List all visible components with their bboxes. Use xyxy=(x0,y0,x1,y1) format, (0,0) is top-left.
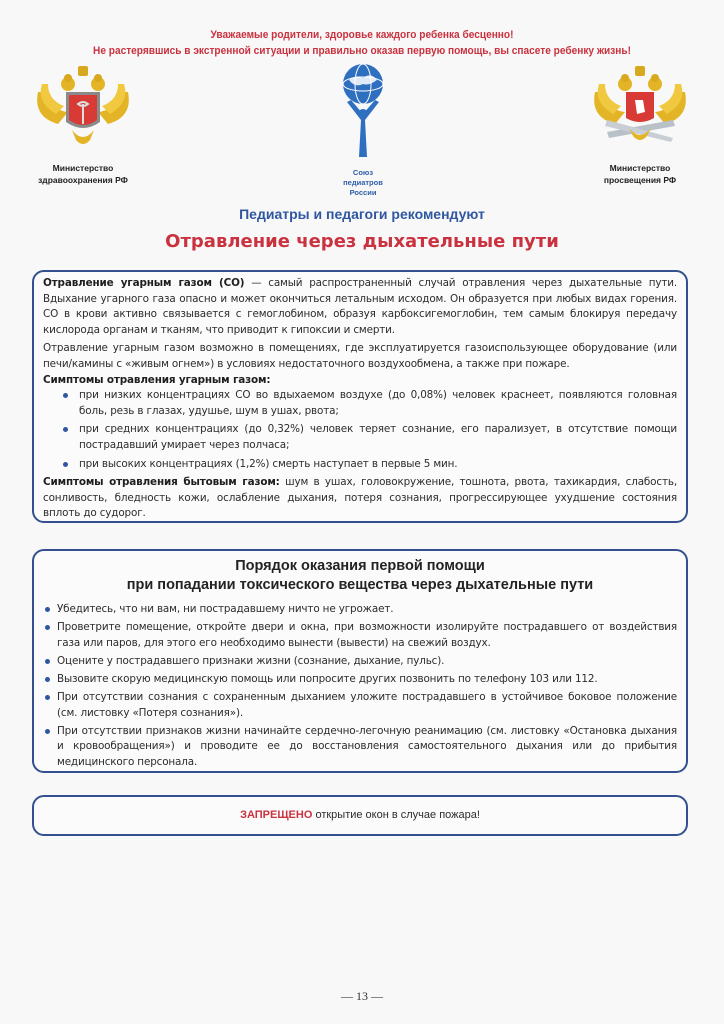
co-intro-paragraph: Отравление угарным газом (СО) — самый распространенный случай отравления через дыхательные пути. Вдыхание угарного газа опасно и может окончиться летальным исходом. Он образуется при любых видах горения. СО в крови активно связывается с гемоглобином, образуя карбоксигемоглобин, тем самым блокируя передачу кислорода органам и тканям, что приводит к гипоксии и смерти. xyxy=(43,277,677,336)
household-gas-symptoms: Симптомы отравления бытовым газом: шум в ушах, головокружение, тошнота, рвота, тахикардия, слабость, сонливость, бледность кожи, ослабление дыхания, потеря сознания, прогрессирующее ухудшение состояния вплоть до судорог. xyxy=(43,476,677,520)
page-number: — 13 — xyxy=(341,989,383,1003)
forbidden-label: ЗАПРЕЩЕНО xyxy=(240,809,313,821)
first-aid-steps-list xyxy=(43,602,677,770)
ministry-education-emblem-icon xyxy=(585,62,695,154)
ministry-education-logo xyxy=(575,62,705,186)
list-item: Проветрите помещение, откройте двери и окна, при возможности изолируйте пострадавшего от воздействия газа или паров, для этого его необходимо вынести (вывести) на свежий воздух. xyxy=(43,620,677,651)
ministry-health-logo xyxy=(18,62,148,186)
co-intro-bold: Отравление угарным газом (СО) xyxy=(43,277,245,289)
list-item: Оцените у пострадавшего признаки жизни (сознание, дыхание, пульс). xyxy=(43,654,677,670)
union-of-pediatricians-logo xyxy=(318,62,408,198)
fire-warning-box xyxy=(32,795,688,836)
list-item: при низких концентрациях СО во вдыхаемом воздухе (до 0,08%) человек краснеет, появляются головная боль, резь в глазах, удушье, шум в ушах, рвота; xyxy=(43,388,677,419)
co-symptoms-heading: Симптомы отравления угарным газом: xyxy=(43,373,271,386)
globe-with-person-icon xyxy=(333,62,393,162)
fire-warning-text: ЗАПРЕЩЕНО открытие окон в случае пожара! xyxy=(240,809,480,821)
union-of-pediatricians-caption: Союз педиатров России xyxy=(343,168,383,197)
carbon-monoxide-info-box xyxy=(32,270,688,523)
header-line-1: Уважаемые родители, здоровье каждого ребенка бесценно! xyxy=(210,29,514,41)
co-symptoms-list xyxy=(43,388,677,472)
first-aid-heading: Порядок оказания первой помощи при попадании токсического вещества через дыхательные пути xyxy=(126,558,594,593)
first-aid-procedure-box xyxy=(32,549,688,773)
list-item: при средних концентрациях (до 0,32%) человек теряет сознание, его парализует, в отсутствие помощи пострадавший умирает через полчаса; xyxy=(43,422,677,453)
header-appeal xyxy=(29,27,695,59)
list-item: При отсутствии сознания с сохраненным дыханием уложите пострадавшего в устойчивое боковое положение (см. листовку «Потеря сознания»). xyxy=(43,690,677,721)
list-item: Убедитесь, что ни вам, ни пострадавшему ничто не угрожает. xyxy=(43,602,677,618)
page-title: Отравление через дыхательные пути xyxy=(165,231,559,252)
header-line-2: Не растерявшись в экстренной ситуации и правильно оказав первую помощь, вы спасете ребенку жизнь! xyxy=(93,45,631,57)
list-item: Вызовите скорую медицинскую помощь или попросите других позвонить по телефону 103 или 112. xyxy=(43,672,677,688)
list-item: При отсутствии признаков жизни начинайте сердечно-легочную реанимацию (см. листовку «Остановка дыхания и кровообращения») и проводите ее до восстановления самостоятельного дыхания или до прибытия медицинского персонала. xyxy=(43,724,677,771)
subtitle: Педиатры и педагоги рекомендуют xyxy=(239,206,485,222)
list-item: при высоких концентрациях (1,2%) смерть наступает в первые 5 мин. xyxy=(43,457,677,473)
ministry-education-caption: Министерство просвещения РФ xyxy=(603,163,677,185)
co-locations-paragraph: Отравление угарным газом возможно в помещениях, где эксплуатируется газоиспользующее оборудование (или печи/камины с «живым огнем») в условиях недостаточного воздухообмена, а также при пожаре. xyxy=(43,342,677,370)
ministry-health-emblem-icon xyxy=(28,62,138,154)
ministry-health-caption: Министерство здравоохранения РФ xyxy=(38,163,128,185)
